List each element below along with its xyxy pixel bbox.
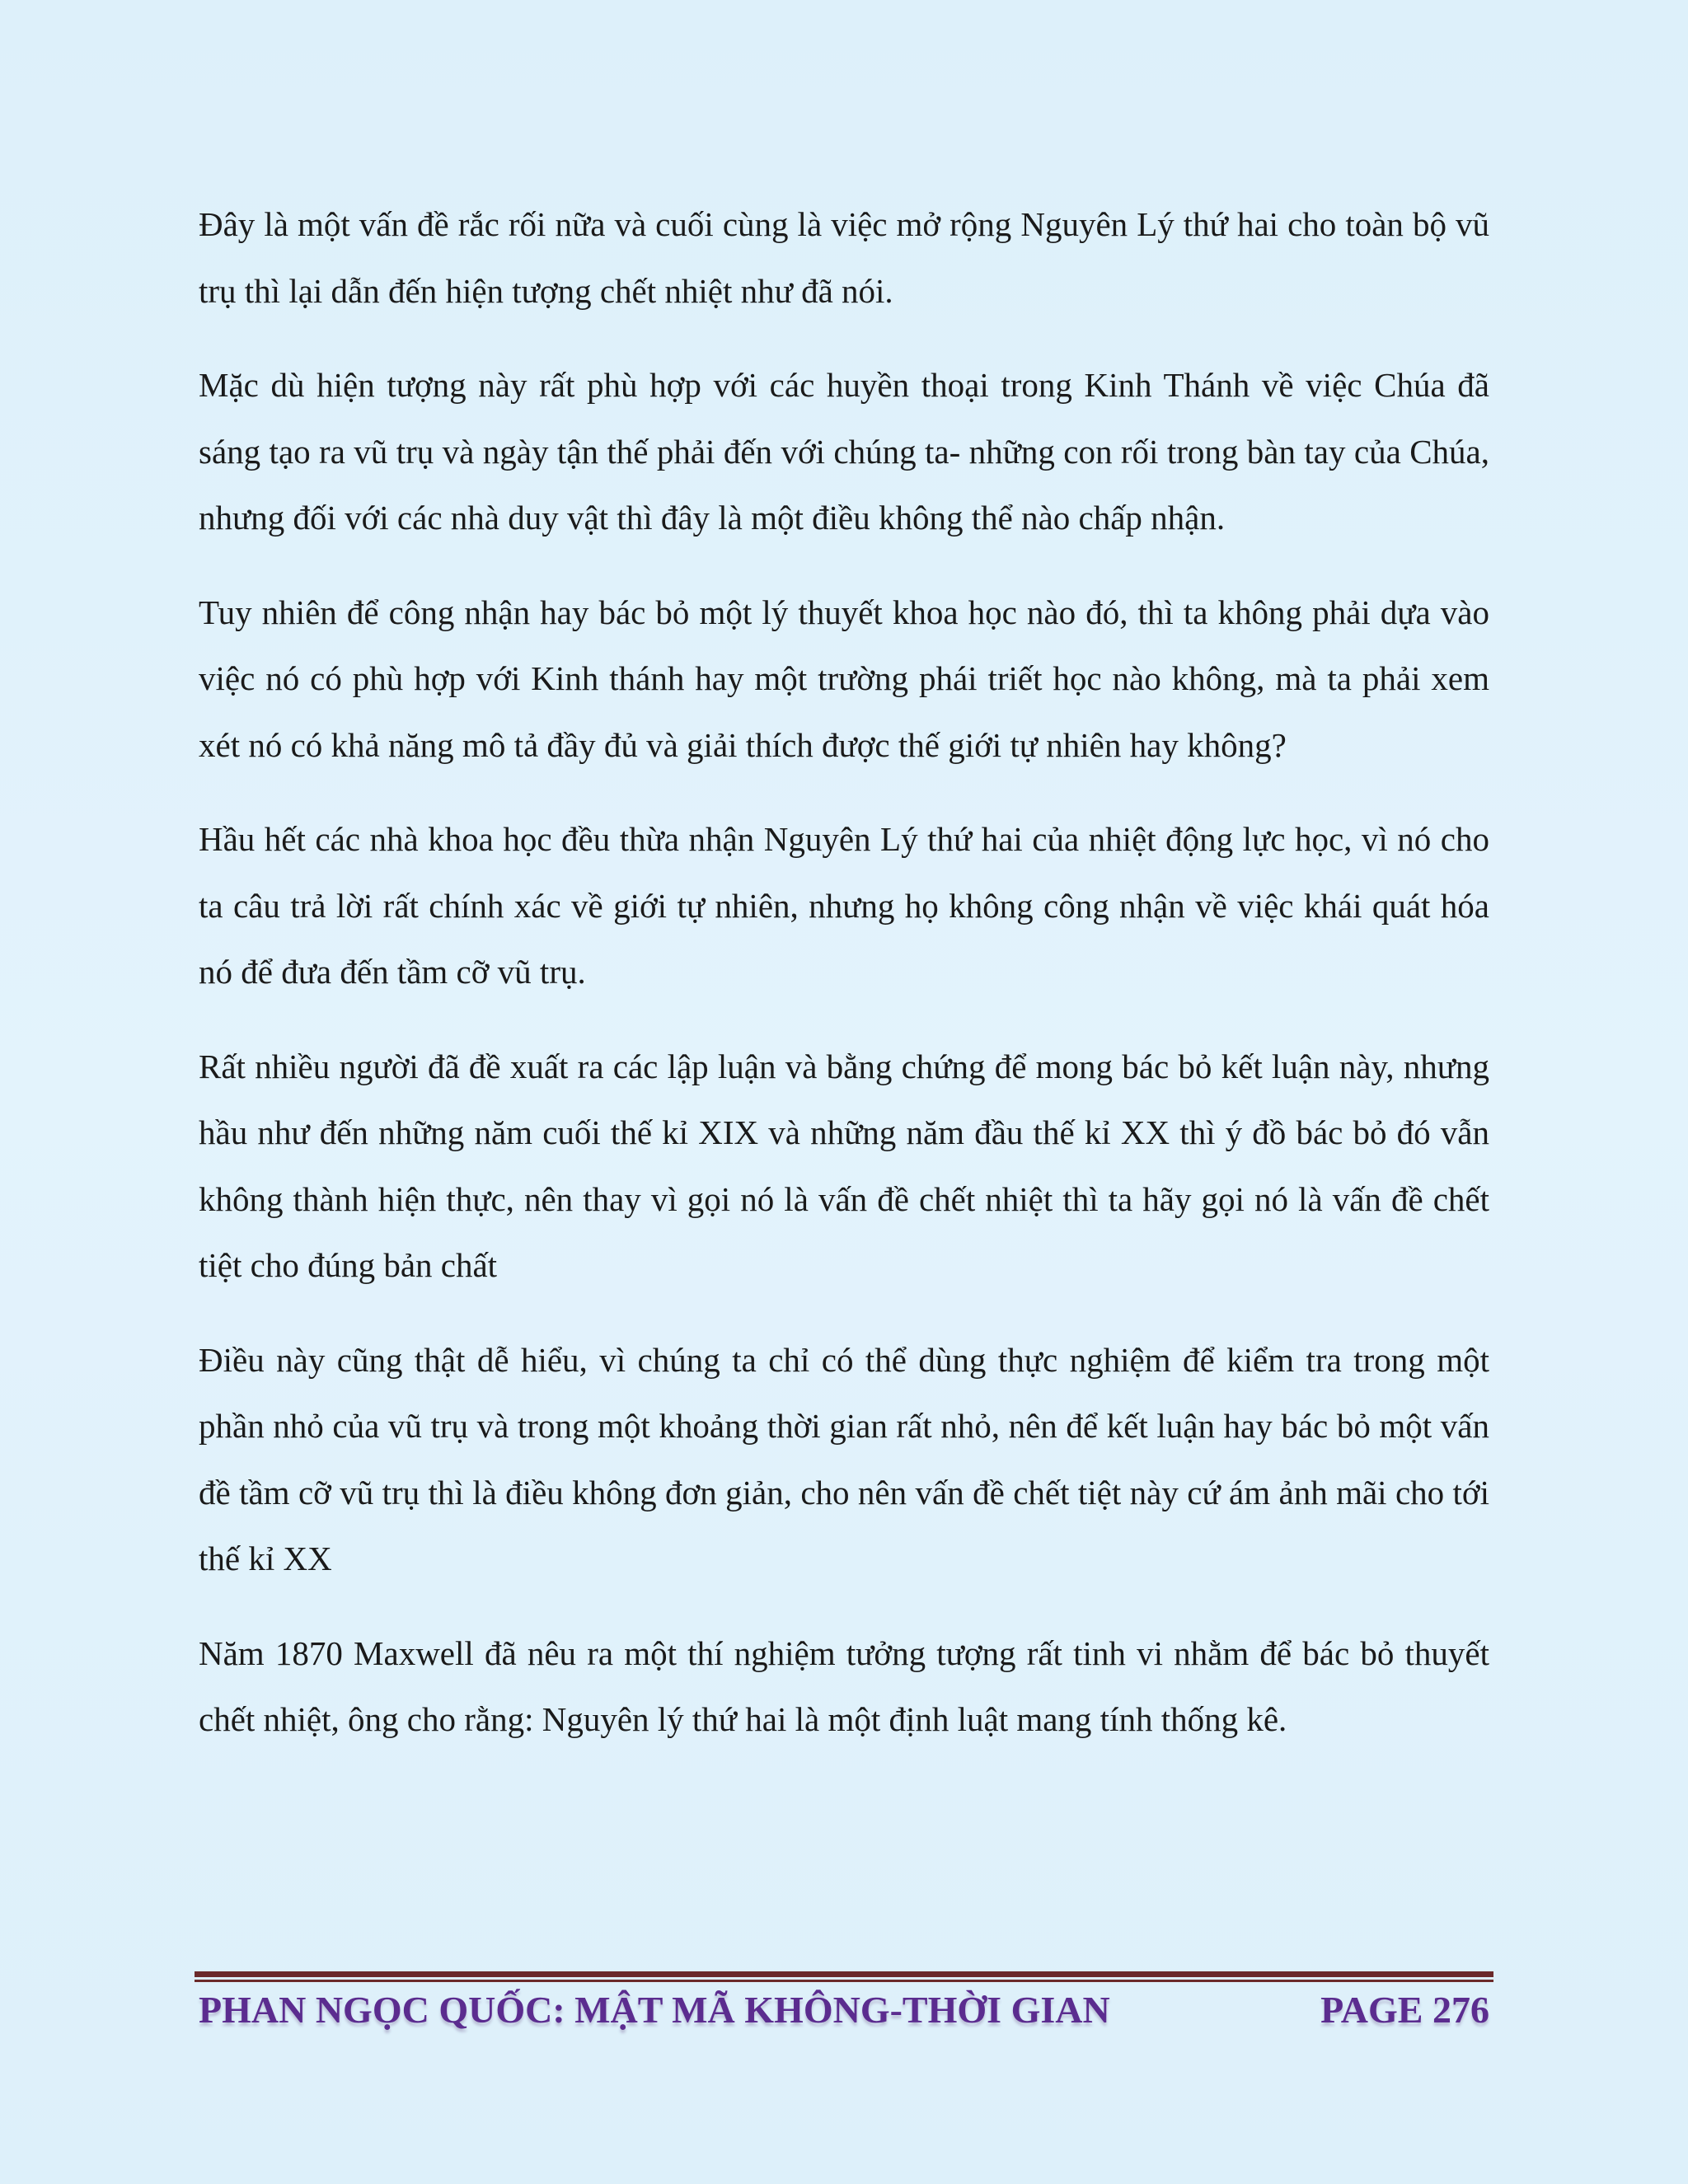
paragraph-2: Mặc dù hiện tượng này rất phù hợp với các huyền thoại trong Kinh Thánh về việc Chúa đã sáng tạo ra vũ trụ và ngày tận thế phải đến với chúng ta- những con rối trong bàn tay của Chúa, nhưng đối với các nhà duy vật thì đây là một điều không thể nào chấp nhận.: [199, 366, 1489, 537]
footer-divider-thin: [195, 1980, 1493, 1982]
paragraph-3: Tuy nhiên để công nhận hay bác bỏ một lý thuyết khoa học nào đó, thì ta không phải dựa vào việc nó có phù hợp với Kinh thánh hay một trường phái triết học nào không, mà ta phải xem xét nó có khả năng mô tả đầy đủ và giải thích được thế giới tự nhiên hay không?: [199, 593, 1489, 764]
paragraph-5: Rất nhiều người đã đề xuất ra các lập luận và bằng chứng để mong bác bỏ kết luận này, nhưng hầu như đến những năm cuối thế kỉ XIX và những năm đầu thế kỉ XX thì ý đồ bác bỏ đó vẫn không thành hiện thực, nên thay vì gọi nó là vấn đề chết nhiệt thì ta hãy gọi nó là vấn đề chết tiệt cho đúng bản chất: [199, 1047, 1489, 1284]
body-text: [199, 191, 1489, 1781]
footer-book-title: PHAN NGỌC QUỐC: MẬT MÃ KHÔNG-THỜI GIAN: [199, 1989, 1110, 2031]
footer-divider-thick: [195, 1971, 1493, 1977]
paragraph-7: Năm 1870 Maxwell đã nêu ra một thí nghiệm tưởng tượng rất tinh vi nhằm để bác bỏ thuyết chết nhiệt, ông cho rằng: Nguyên lý thứ hai là một định luật mang tính thống kê.: [199, 1633, 1489, 1738]
footer-page-number: PAGE 276: [1320, 1989, 1489, 2031]
footer-divider: [195, 1971, 1493, 1983]
paragraph-1: Đây là một vấn đề rắc rối nữa và cuối cùng là việc mở rộng Nguyên Lý thứ hai cho toàn bộ vũ trụ thì lại dẫn đến hiện tượng chết nhiệt như đã nói.: [199, 205, 1489, 310]
page-footer: [199, 1988, 1489, 2046]
paragraph-4: Hầu hết các nhà khoa học đều thừa nhận Nguyên Lý thứ hai của nhiệt động lực học, vì nó cho ta câu trả lời rất chính xác về giới tự nhiên, nhưng họ không công nhận về việc khái quát hóa nó để đưa đến tầm cỡ vũ trụ.: [199, 820, 1489, 991]
paragraph-6: Điều này cũng thật dễ hiểu, vì chúng ta chỉ có thể dùng thực nghiệm để kiểm tra trong một phần nhỏ của vũ trụ và trong một khoảng thời gian rất nhỏ, nên để kết luận hay bác bỏ một vấn đề tầm cỡ vũ trụ thì là điều không đơn giản, cho nên vấn đề chết tiệt này cứ ám ảnh mãi cho tới thế kỉ XX: [199, 1340, 1489, 1577]
